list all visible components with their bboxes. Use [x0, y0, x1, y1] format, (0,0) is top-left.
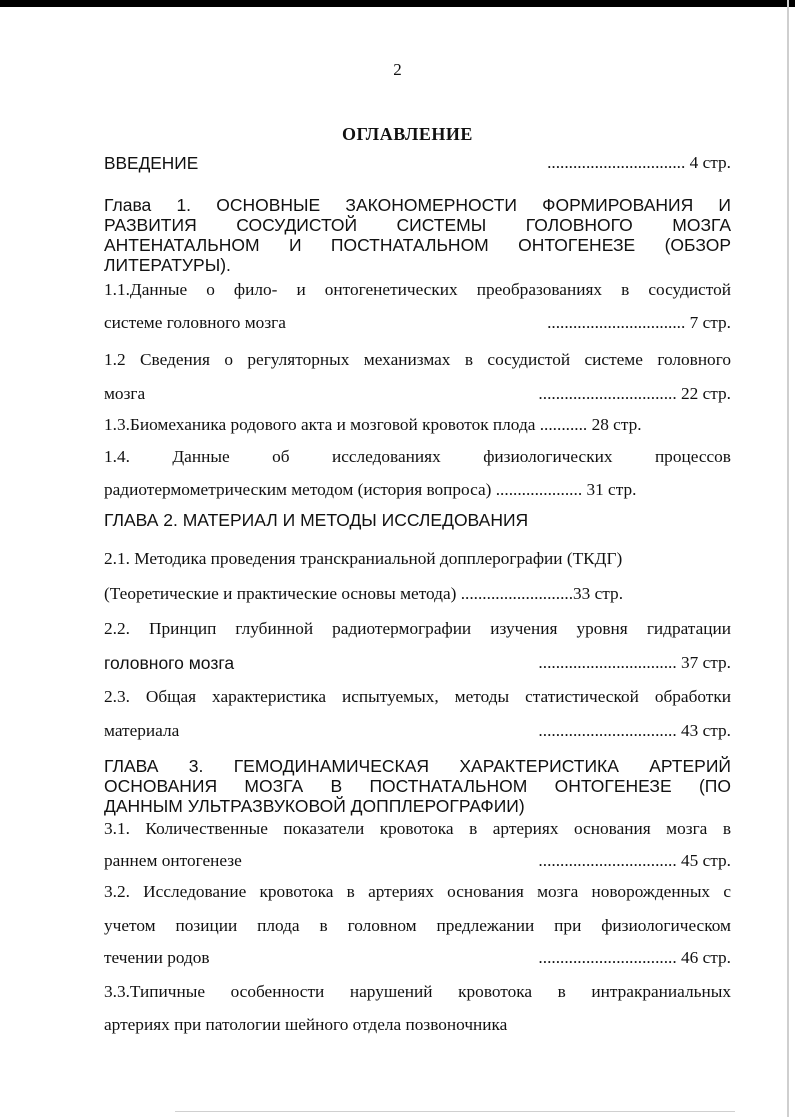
toc-word: физиологических — [483, 447, 613, 466]
toc-section-3-1-line1: 3.1. Количественные показатели кровотока в артериях основания мозга в — [104, 819, 731, 838]
toc-section-2-2-line2: головного мозга — [104, 653, 235, 673]
toc-section-2-1-line1: 2.1. Методика проведения транскраниальной допплерографии (ТКДГ) — [104, 549, 623, 568]
toc-section-1-3: 1.3.Биомеханика родового акта и мозговой кровоток плода ........... 28 стр. — [104, 415, 642, 434]
toc-section-1-1-line1: 1.1.Данные о фило- и онтогенетических преобразованиях в сосудистой — [104, 280, 731, 299]
toc-section-3-1-line2: раннем онтогенезе — [104, 851, 242, 870]
toc-chapter-1-row: РАЗВИТИЯ СОСУДИСТОЙ СИСТЕМЫ ГОЛОВНОГО МОЗГА — [104, 215, 731, 235]
toc-word: Данные — [172, 447, 230, 466]
toc-chapter-3-row: ОСНОВАНИЯ МОЗГА В ПОСТНАТАЛЬНОМ ОНТОГЕНЕЗЕ (ПО — [104, 776, 731, 796]
toc-chapter-3-row: ДАННЫМ УЛЬТРАЗВУКОВОЙ ДОППЛЕРОГРАФИИ) — [104, 796, 525, 816]
toc-chapter-2: ГЛАВА 2. МАТЕРИАЛ И МЕТОДЫ ИССЛЕДОВАНИЯ — [104, 510, 529, 530]
toc-section-1-1 — [104, 313, 731, 333]
toc-section-3-2-line1: 3.2. Исследование кровотока в артериях основания мозга новорожденных с — [104, 882, 731, 901]
toc-word: исследованиях — [331, 447, 441, 466]
page-right-edge — [787, 0, 789, 1117]
toc-chapter-1-row: Глава 1. ОСНОВНЫЕ ЗАКОНОМЕРНОСТИ ФОРМИРОВАНИЯ И — [104, 195, 731, 215]
toc-section-2-2-line1: 2.2. Принцип глубинной радиотермографии изучения уровня гидратации — [104, 619, 731, 638]
toc-section-3-1-page: ................................ 45 стр. — [538, 851, 731, 870]
toc-section-1-2-line2: мозга — [104, 384, 146, 403]
toc-intro-label: ВВЕДЕНИЕ — [104, 153, 199, 173]
toc-section-3-2-line2: учетом позиции плода в головном предлежании при физиологическом — [104, 916, 731, 935]
toc-word: процессов — [654, 447, 731, 466]
page-number: 2 — [393, 60, 402, 79]
toc-section-2-3 — [104, 721, 731, 741]
toc-section-3-2-line3: течении родов — [104, 948, 210, 967]
toc-section-2-1-line2: (Теоретические и практические основы метода) ..........................33 стр. — [104, 584, 624, 603]
toc-section-2-2 — [104, 653, 731, 674]
toc-section-3-2-page: ................................ 46 стр. — [538, 948, 731, 967]
toc-section-1-4-line1 — [104, 447, 731, 467]
toc-chapter-1-row: АНТЕНАТАЛЬНОМ И ПОСТНАТАЛЬНОМ ОНТОГЕНЕЗЕ (ОБЗОР — [104, 235, 731, 255]
toc-intro-page: ................................ 4 стр. — [547, 153, 731, 172]
toc-section-1-4-line2: радиотермометрическим методом (история вопроса) .................... 31 стр. — [104, 480, 637, 499]
toc-chapter-1 — [104, 195, 731, 275]
toc-section-1-2 — [104, 384, 731, 404]
toc-section-3-2 — [104, 948, 731, 968]
toc-section-2-3-line1: 2.3. Общая характеристика испытуемых, методы статистической обработки — [104, 687, 731, 706]
toc-section-3-3-line2: артериях при патологии шейного отдела позвоночника — [104, 1015, 508, 1034]
toc-word: 1.4. — [104, 447, 130, 466]
toc-entry-intro — [104, 153, 731, 174]
page-title: ОГЛАВЛЕНИЕ — [342, 124, 473, 144]
toc-section-1-2-page: ................................ 22 стр. — [538, 384, 731, 403]
toc-word: об — [272, 447, 290, 466]
toc-section-1-1-line2: системе головного мозга — [104, 313, 286, 332]
toc-chapter-3-row: ГЛАВА 3. ГЕМОДИНАМИЧЕСКАЯ ХАРАКТЕРИСТИКА АРТЕРИЙ — [104, 756, 731, 776]
page-top-border — [0, 0, 795, 7]
toc-chapter-1-row: ЛИТЕРАТУРЫ). — [104, 255, 231, 275]
toc-section-3-1 — [104, 851, 731, 871]
toc-section-1-2-line1: 1.2 Сведения о регуляторных механизмах в сосудистой системе головного — [104, 350, 731, 369]
toc-section-2-3-line2: материала — [104, 721, 180, 740]
page-bottom-edge — [175, 1111, 735, 1112]
toc-chapter-3 — [104, 756, 731, 816]
toc-section-3-3-line1: 3.3.Типичные особенности нарушений кровотока в интракраниальных — [104, 982, 731, 1001]
toc-section-1-1-page: ................................ 7 стр. — [547, 313, 731, 332]
toc-section-2-3-page: ................................ 43 стр. — [538, 721, 731, 740]
toc-section-2-2-page: ................................ 37 стр. — [538, 653, 731, 672]
